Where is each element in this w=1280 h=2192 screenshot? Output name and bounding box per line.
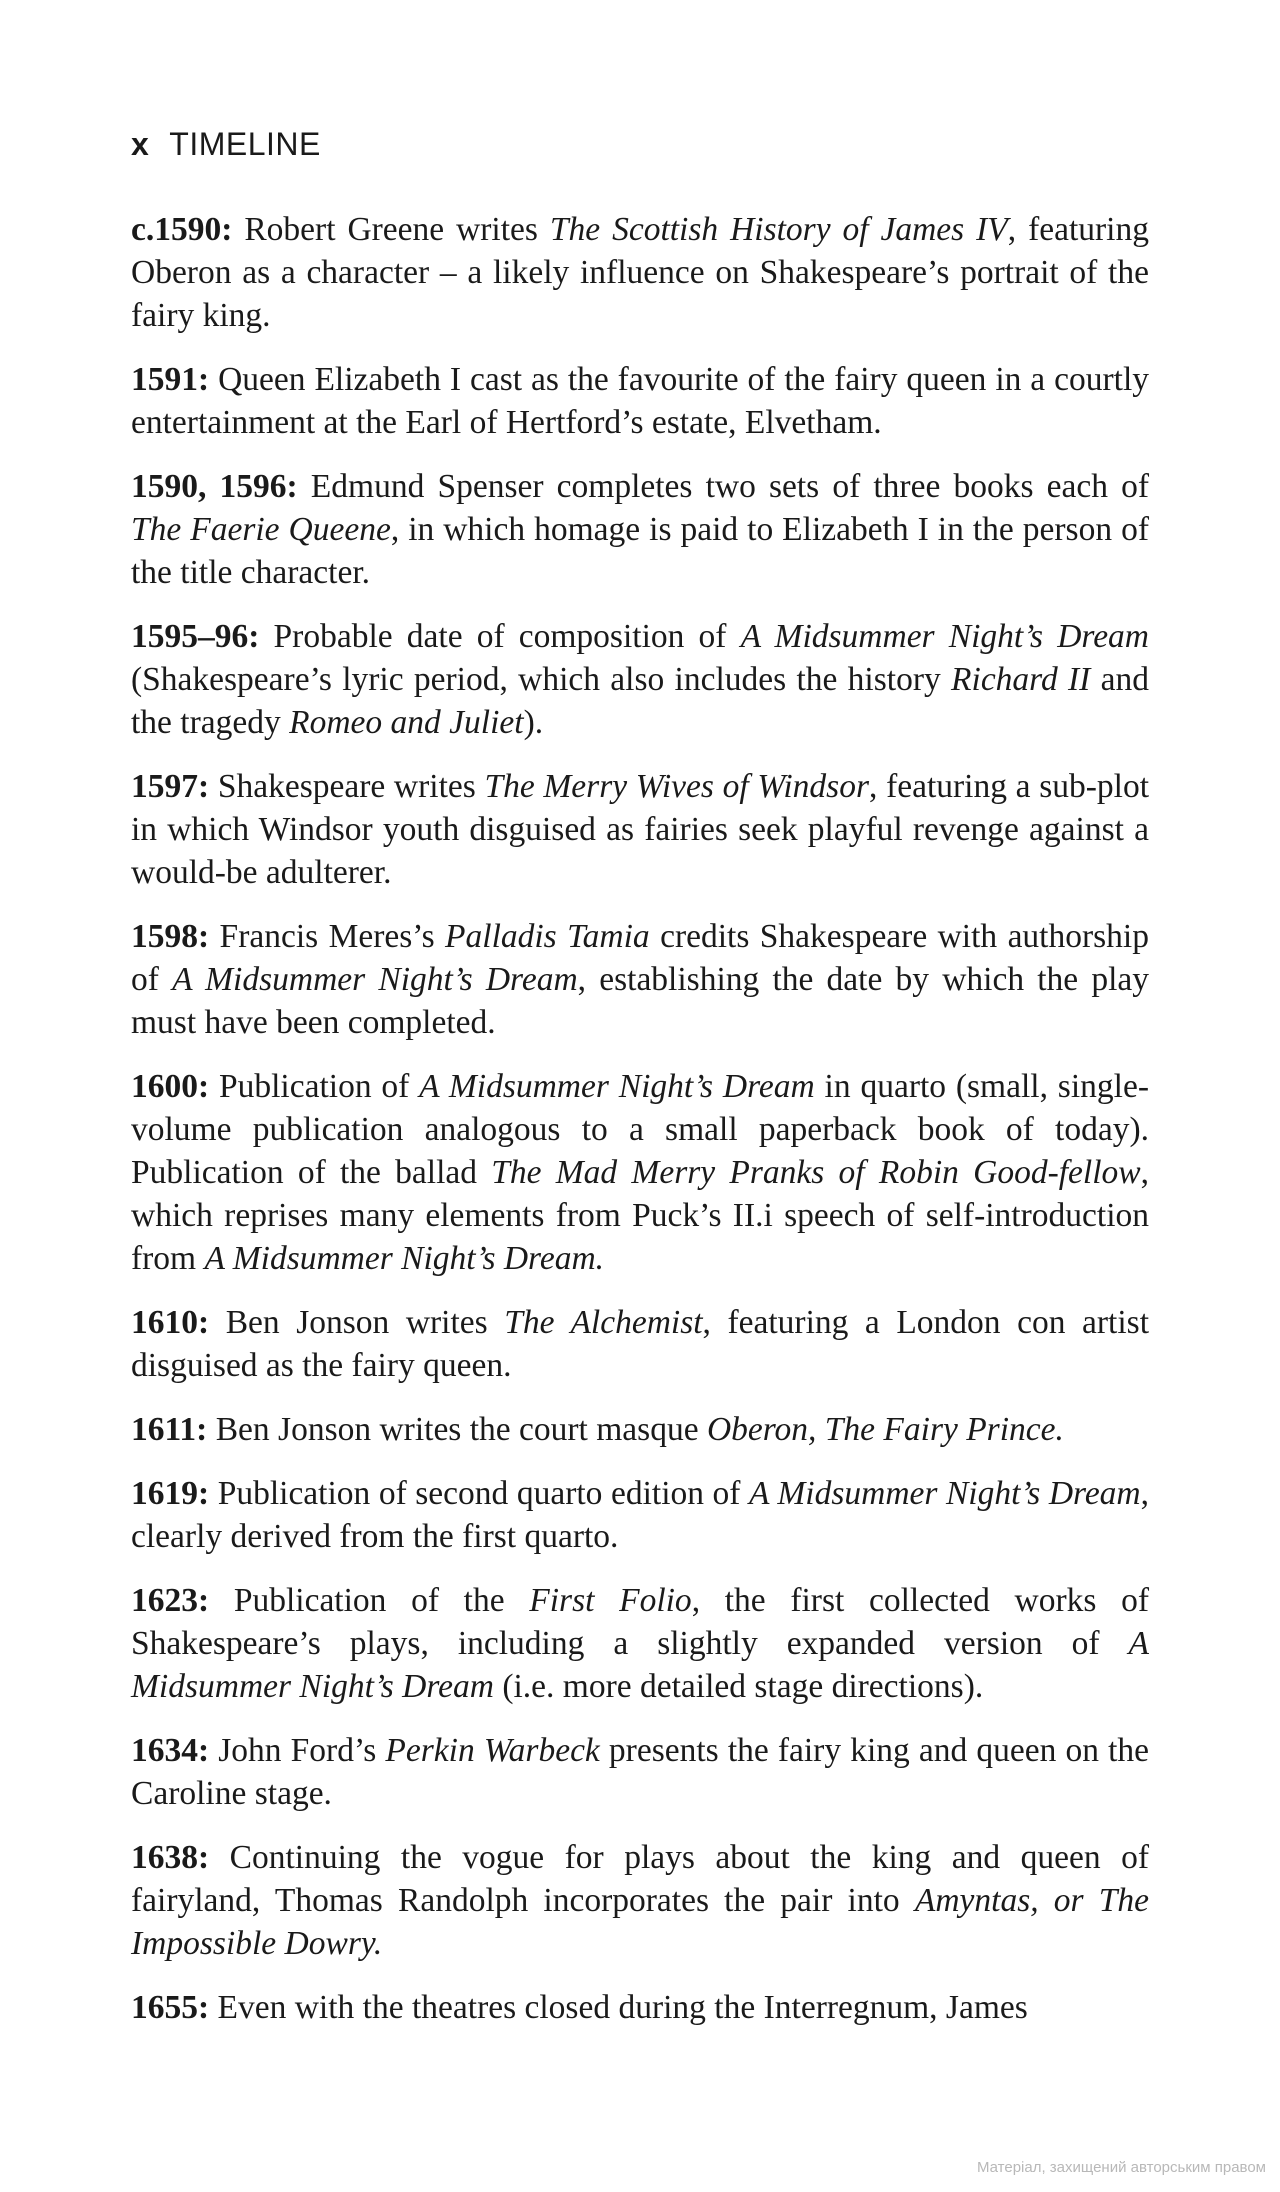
timeline-entry: [131, 615, 1149, 744]
entry-text: Publication of: [209, 1068, 420, 1105]
entry-text: Publication of the: [209, 1582, 530, 1619]
work-title: A Midsummer Night’s Dream: [740, 618, 1150, 655]
entry-date: 1600:: [131, 1068, 210, 1105]
entry-text: Ben Jonson writes the court masque: [207, 1411, 707, 1448]
work-title: Romeo and Juliet: [289, 704, 524, 741]
entry-text: , featuring a sub-plot in which Windsor youth disguised as fairies seek playful revenge against a would-be adulterer.: [131, 768, 1149, 891]
entry-text: , establishing the date by which the play must have been completed.: [131, 961, 1150, 1041]
work-title: A Midsummer Night’s Dream: [748, 1475, 1141, 1512]
entry-date: 1623:: [131, 1582, 210, 1619]
work-title: A Midsummer Night’s Dream.: [204, 1240, 605, 1277]
entry-text: Edmund Spenser completes two sets of three books each of: [297, 468, 1150, 505]
work-title: A Midsummer Night’s Dream: [419, 1068, 815, 1105]
timeline-entry: [131, 915, 1149, 1044]
entry-text: Robert Greene writes: [232, 211, 550, 248]
timeline-entry: [131, 1301, 1149, 1387]
entry-text: , which reprises many elements from Puck’s II.i speech of self-introduction from: [131, 1154, 1149, 1277]
entry-text: , in which homage is paid to Elizabeth I in the person of the title character.: [131, 511, 1149, 591]
work-title: Amyntas, or The Impossible Dowry.: [131, 1882, 1150, 1962]
entry-text: , featuring a London con artist disguised as the fairy queen.: [131, 1304, 1149, 1384]
entry-text: in quarto (small, single-volume publication analogous to a small paperback book of today). Publication of the ballad: [131, 1068, 1149, 1191]
entry-text: Publication of second quarto edition of: [209, 1475, 749, 1512]
entry-text: , clearly derived from the first quarto.: [131, 1475, 1150, 1555]
copyright-watermark: Матеріал, захищений авторським правом: [976, 2159, 1266, 2176]
work-title: The Scottish History of James IV: [549, 211, 1008, 248]
entry-date: 1595–96:: [131, 618, 260, 655]
running-head-title: TIMELINE: [169, 126, 321, 162]
timeline-entries: [131, 208, 1149, 2050]
work-title: The Mad Merry Pranks of Robin Good-fellow: [491, 1154, 1141, 1191]
entry-text: credits Shakespeare with authorship of: [131, 918, 1149, 998]
timeline-entry: [131, 1836, 1149, 1965]
timeline-entry: [131, 1729, 1149, 1815]
timeline-entry: [131, 1472, 1149, 1558]
timeline-entry: [131, 1986, 1149, 2029]
work-title: First Folio: [529, 1582, 692, 1619]
work-title: Oberon, The Fairy Prince.: [706, 1411, 1064, 1448]
entry-text: Continuing the vogue for plays about the king and queen of fairyland, Thomas Randolph incorporates the pair into: [131, 1839, 1149, 1919]
entry-text: Probable date of composition of: [259, 618, 741, 655]
entry-text: , the first collected works of Shakespeare’s plays, including a slightly expanded version of: [131, 1582, 1149, 1662]
entry-date: 1634:: [131, 1732, 210, 1769]
timeline-entry: [131, 358, 1149, 444]
entry-date: c.1590:: [131, 211, 233, 248]
entry-date: 1597:: [131, 768, 210, 805]
timeline-entry: [131, 765, 1149, 894]
entry-text: Queen Elizabeth I cast as the favourite of the fairy queen in a courtly entertainment at the Earl of Hertford’s estate, Elvetham.: [131, 361, 1149, 441]
entry-text: Even with the theatres closed during the Interregnum, James: [209, 1989, 1028, 2026]
work-title: A Midsummer Night’s Dream: [131, 1625, 1149, 1705]
timeline-entry: [131, 1065, 1149, 1280]
entry-date: 1590, 1596:: [131, 468, 298, 505]
entry-text: (i.e. more detailed stage directions).: [493, 1668, 984, 1705]
entry-text: , featuring Oberon as a character – a likely influence on Shakespeare’s portrait of the fairy king.: [131, 211, 1149, 334]
running-head: [131, 126, 321, 163]
entry-text: Francis Meres’s: [209, 918, 446, 955]
entry-text: and the tragedy: [131, 661, 1150, 741]
timeline-entry: [131, 1408, 1149, 1451]
timeline-entry: [131, 208, 1149, 337]
entry-date: 1591:: [131, 361, 210, 398]
work-title: A Midsummer Night’s Dream: [172, 961, 578, 998]
entry-date: 1638:: [131, 1839, 210, 1876]
timeline-entry: [131, 465, 1149, 594]
entry-text: (Shakespeare’s lyric period, which also includes the history: [131, 661, 952, 698]
work-title: The Merry Wives of Windsor: [484, 768, 870, 805]
entry-date: 1611:: [131, 1411, 208, 1448]
entry-text: John Ford’s: [209, 1732, 386, 1769]
work-title: Palladis Tamia: [445, 918, 650, 955]
work-title: The Alchemist: [504, 1304, 703, 1341]
entry-text: ).: [523, 704, 544, 741]
work-title: Perkin Warbeck: [385, 1732, 600, 1769]
timeline-entry: [131, 1579, 1149, 1708]
entry-date: 1610:: [131, 1304, 210, 1341]
entry-date: 1598:: [131, 918, 210, 955]
entry-text: Shakespeare writes: [209, 768, 485, 805]
entry-date: 1655:: [131, 1989, 210, 2026]
work-title: The Faerie Queene: [131, 511, 391, 548]
entry-text: Ben Jonson writes: [209, 1304, 505, 1341]
entry-date: 1619:: [131, 1475, 210, 1512]
entry-text: presents the fairy king and queen on the Caroline stage.: [131, 1732, 1149, 1812]
work-title: Richard II: [951, 661, 1091, 698]
page-number: x: [131, 126, 150, 162]
